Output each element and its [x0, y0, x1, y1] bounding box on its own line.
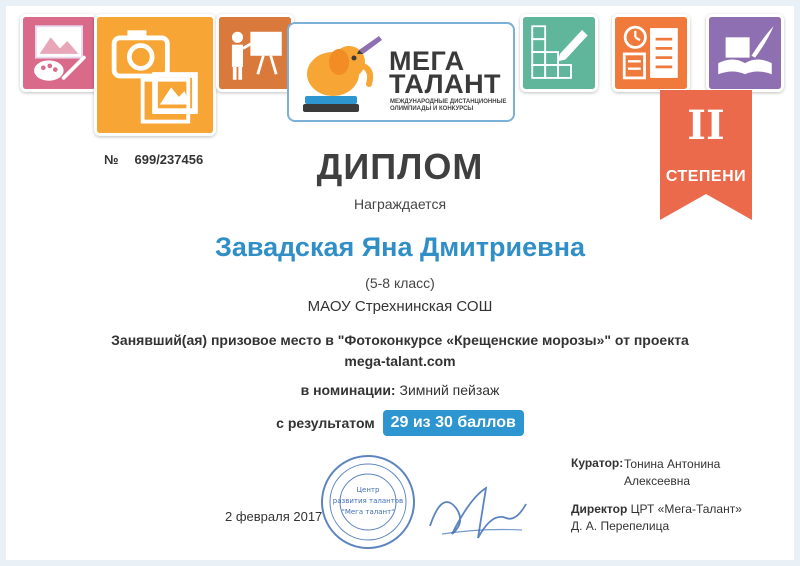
- curator-name: Тонина Антонина Алексеевна: [624, 457, 721, 488]
- director-org: ЦРТ «Мега-Талант»: [630, 502, 742, 516]
- number-value: 699/237456: [134, 152, 204, 167]
- result-badge: 29 из 30 баллов: [383, 410, 524, 436]
- book-quill-icon: [706, 14, 784, 92]
- curator-label: Куратор:: [571, 456, 624, 470]
- recipient-name: Завадская Яна Дмитриевна: [214, 232, 586, 262]
- logo-tagline: МЕЖДУНАРОДНЫЕ ДИСТАНЦИОННЫЕ ОЛИМПИАДЫ И КОНКУРСЫ: [390, 99, 507, 112]
- crossword-pencil-icon: [520, 14, 598, 92]
- nomination-label: в номинации:: [300, 382, 396, 398]
- nomination: [0, 382, 800, 398]
- degree-word: СТЕПЕНИ: [665, 168, 747, 185]
- degree-numeral: II: [687, 102, 725, 149]
- award-description: Занявший(ая) призовое место в "Фотоконкурсе «Крещенские морозы»" от проекта mega-talant.com: [111, 332, 689, 369]
- camera-photo-icon: [94, 14, 216, 136]
- logo-word-2: ТАЛАНТ: [389, 69, 502, 99]
- grade-text: (5-8 класс): [365, 275, 435, 291]
- stamp-line-3: "Мега талант": [341, 508, 395, 516]
- result-label: с результатом: [276, 415, 375, 431]
- nomination-value: Зимний пейзаж: [399, 382, 500, 398]
- school-name: МАОУ Стрехнинская СОШ: [307, 298, 493, 315]
- director-name: Д. А. Перепелица: [571, 519, 670, 533]
- stamp-seal: [318, 452, 418, 552]
- issue-date: 2 февраля 2017: [225, 509, 323, 524]
- stamp-line-2: развития талантов: [332, 497, 404, 505]
- awarded-label: Награждается: [353, 196, 447, 212]
- stopwatch-test-icon: [612, 14, 690, 92]
- result-row: [0, 410, 800, 436]
- page-title: ДИПЛОМ: [316, 146, 484, 187]
- director-line: [571, 502, 742, 516]
- painting-icon: [20, 14, 98, 92]
- stamp-line-1: Центр: [356, 486, 380, 494]
- elephant-logo-icon: [299, 30, 383, 118]
- director-label: Директор: [571, 502, 628, 516]
- number-symbol: №: [104, 152, 119, 167]
- director-signature: [422, 468, 532, 548]
- mega-talant-logo: [287, 22, 515, 122]
- teacher-board-icon: [216, 14, 294, 92]
- logo-word-1: МЕГА: [389, 46, 465, 76]
